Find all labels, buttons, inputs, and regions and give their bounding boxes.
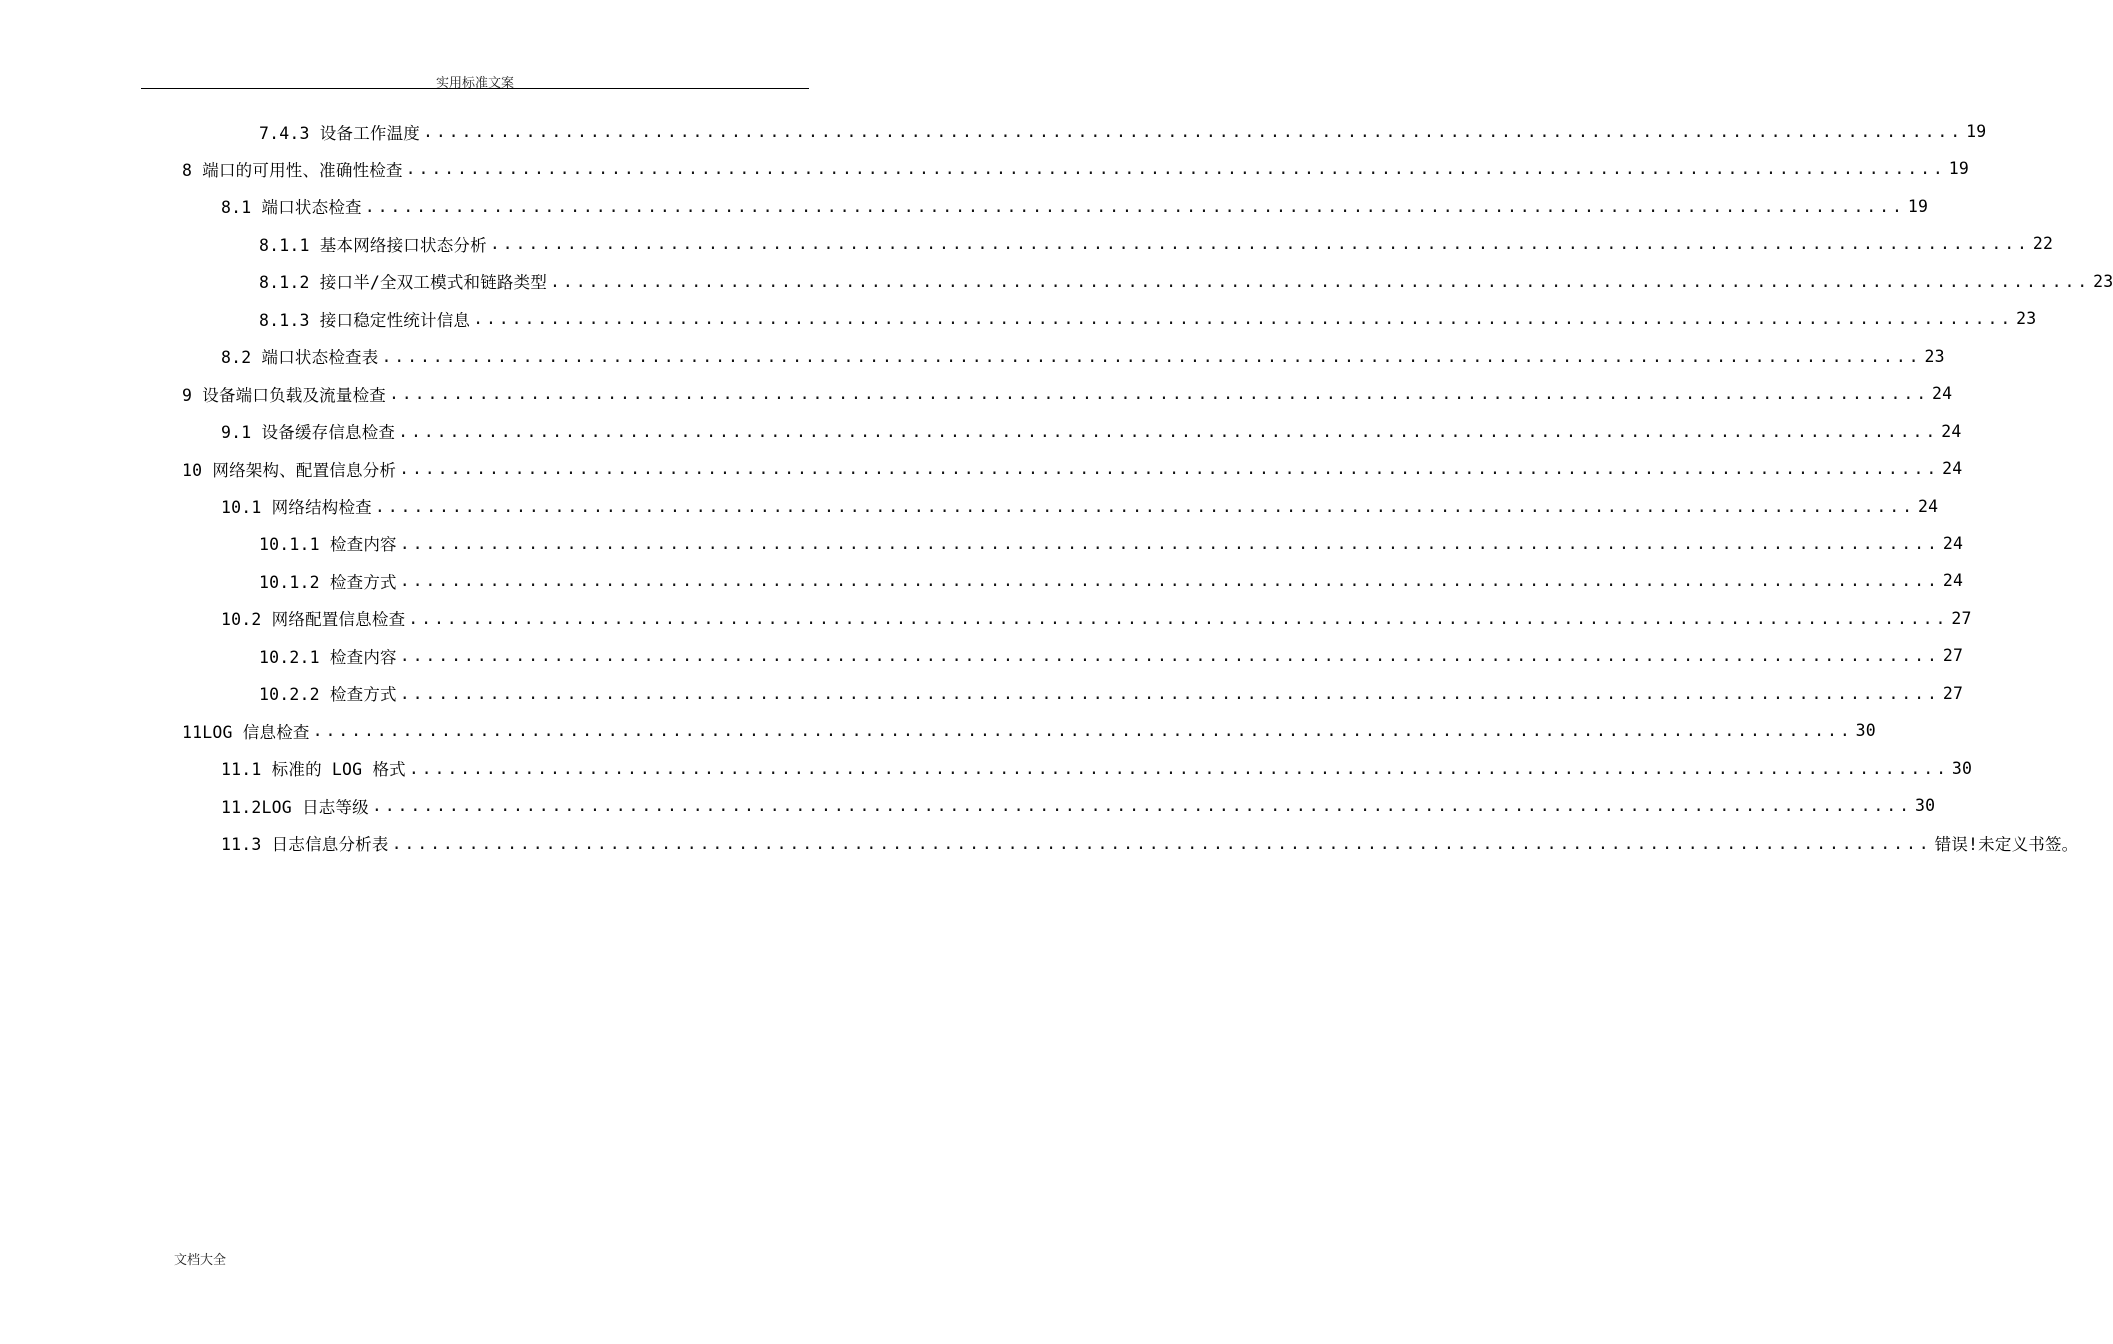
toc-entry[interactable] [259, 562, 1964, 599]
toc-entry-label: 10.2 网络配置信息检查 [221, 610, 406, 630]
toc-entry-page-number: 27 [1951, 608, 1972, 628]
toc-entry[interactable] [259, 675, 1964, 712]
toc-entry-page-number: 24 [1942, 533, 1964, 553]
toc-entry-page-number: 19 [1948, 159, 1970, 179]
toc-entry-label: 11.3 日志信息分析表 [221, 835, 389, 855]
toc-entry-label: 10.1 网络结构检查 [221, 498, 372, 517]
toc-entry-page-number: 24 [1942, 571, 1964, 591]
toc-entry-label: 10.2.1 检查内容 [259, 647, 397, 667]
toc-entry-page-number: 30 [1855, 721, 1876, 741]
toc-entry-page-number: 24 [1942, 459, 1963, 479]
toc-entry-label: 11LOG 信息检查 [182, 722, 310, 742]
toc-entry-page-number: 30 [1951, 758, 1973, 778]
toc-dot-leader: ........................................................................................................................ [381, 346, 1922, 366]
toc-entry[interactable] [221, 825, 2079, 862]
toc-entry-label: 11.1 标准的 LOG 格式 [221, 760, 406, 780]
toc-dot-leader: ........................................................................................................................ [312, 721, 1853, 741]
toc-entry-label: 8.1.2 接口半/全双工模式和链路类型 [259, 273, 548, 293]
toc-entry-page-number: 24 [1932, 384, 1953, 404]
toc-dot-leader: ........................................................................................................................ [374, 496, 1915, 516]
toc-entry-label: 11.2LOG 日志等级 [221, 797, 369, 817]
page-header-title: 实用标准文案 [435, 76, 514, 91]
toc-entry-page-number: 23 [1924, 346, 1945, 366]
toc-entry[interactable] [182, 712, 1876, 749]
toc-entry[interactable] [259, 263, 2113, 300]
toc-dot-leader: ........................................................................................................................ [399, 459, 1940, 479]
toc-dot-leader: ........................................................................................................................ [399, 571, 1940, 591]
toc-dot-leader: ........................................................................................................................ [399, 683, 1940, 703]
toc-entry-page-number: 19 [1966, 122, 1987, 141]
toc-entry[interactable] [221, 188, 1929, 225]
toc-entry-page-number: 22 [2032, 234, 2054, 254]
toc-entry[interactable] [221, 413, 1962, 450]
toc-entry[interactable] [221, 488, 1939, 525]
toc-entry[interactable] [182, 150, 1970, 187]
toc-dot-leader: ........................................................................................................................ [399, 533, 1940, 553]
toc-entry-label: 7.4.3 设备工作温度 [259, 123, 421, 143]
toc-entry-page-number: 27 [1942, 683, 1964, 703]
toc-entry[interactable] [259, 225, 2054, 262]
toc-dot-leader: ........................................................................................................................ [371, 796, 1912, 816]
toc-entry-page-number: 19 [1907, 196, 1929, 216]
toc-entry[interactable] [259, 113, 1987, 150]
toc-dot-leader: ........................................................................................................................ [364, 196, 1905, 216]
toc-entry-page-number: 23 [2093, 271, 2113, 291]
toc-entry-page-number: 24 [1917, 496, 1939, 516]
toc-entry[interactable] [182, 375, 1953, 412]
toc-entry-label: 8.1.1 基本网络接口状态分析 [259, 235, 487, 255]
toc-dot-leader: ........................................................................................................................ [489, 234, 2030, 254]
toc-entry[interactable] [259, 300, 2037, 337]
toc-dot-leader: ........................................................................................................................ [398, 421, 1939, 441]
toc-dot-leader: ........................................................................................................................ [399, 646, 1940, 666]
toc-dot-leader: ........................................................................................................................ [405, 159, 1946, 179]
toc-entry-page-number: 24 [1941, 421, 1962, 441]
toc-entry-label: 8 端口的可用性、准确性检查 [182, 160, 403, 180]
toc-entry-page-number: 错误!未定义书签。 [1934, 835, 2079, 855]
toc-dot-leader: ........................................................................................................................ [550, 271, 2091, 291]
toc-entry-label: 10 网络架构、配置信息分析 [182, 460, 397, 480]
toc-entry[interactable] [221, 787, 1936, 824]
toc-entry-page-number: 23 [2016, 309, 2037, 329]
header-divider [141, 88, 809, 89]
toc-entry-label: 8.2 端口状态检查表 [221, 348, 379, 368]
toc-entry[interactable] [259, 525, 1964, 562]
toc-entry[interactable] [221, 750, 1973, 787]
toc-entry-page-number: 30 [1914, 796, 1936, 816]
toc-entry-label: 10.1.2 检查方式 [259, 572, 397, 592]
toc-dot-leader: ........................................................................................................................ [408, 758, 1949, 778]
toc-entry-label: 9.1 设备缓存信息检查 [221, 423, 396, 443]
toc-entry-label: 9 设备端口负载及流量检查 [182, 385, 386, 405]
toc-entry-label: 8.1 端口状态检查 [221, 198, 362, 218]
toc-entry[interactable] [221, 600, 1972, 637]
toc-dot-leader: ........................................................................................................................ [423, 122, 1964, 141]
toc-entry-label: 8.1.3 接口稳定性统计信息 [259, 310, 471, 330]
toc-entry[interactable] [259, 637, 1964, 674]
toc-entry-label: 10.2.2 检查方式 [259, 685, 397, 705]
toc-dot-leader: ........................................................................................................................ [408, 608, 1949, 628]
toc-dot-leader: ........................................................................................................................ [388, 384, 1930, 404]
toc-entry-label: 10.1.1 检查内容 [259, 535, 397, 555]
toc-entry[interactable] [221, 338, 1945, 375]
toc-entry-page-number: 27 [1942, 646, 1964, 666]
page-footer-text: 文档大全 [174, 1253, 227, 1268]
toc-entry[interactable] [182, 450, 1963, 487]
toc-dot-leader: ........................................................................................................................ [391, 833, 1932, 853]
toc-dot-leader: ........................................................................................................................ [473, 309, 2014, 329]
